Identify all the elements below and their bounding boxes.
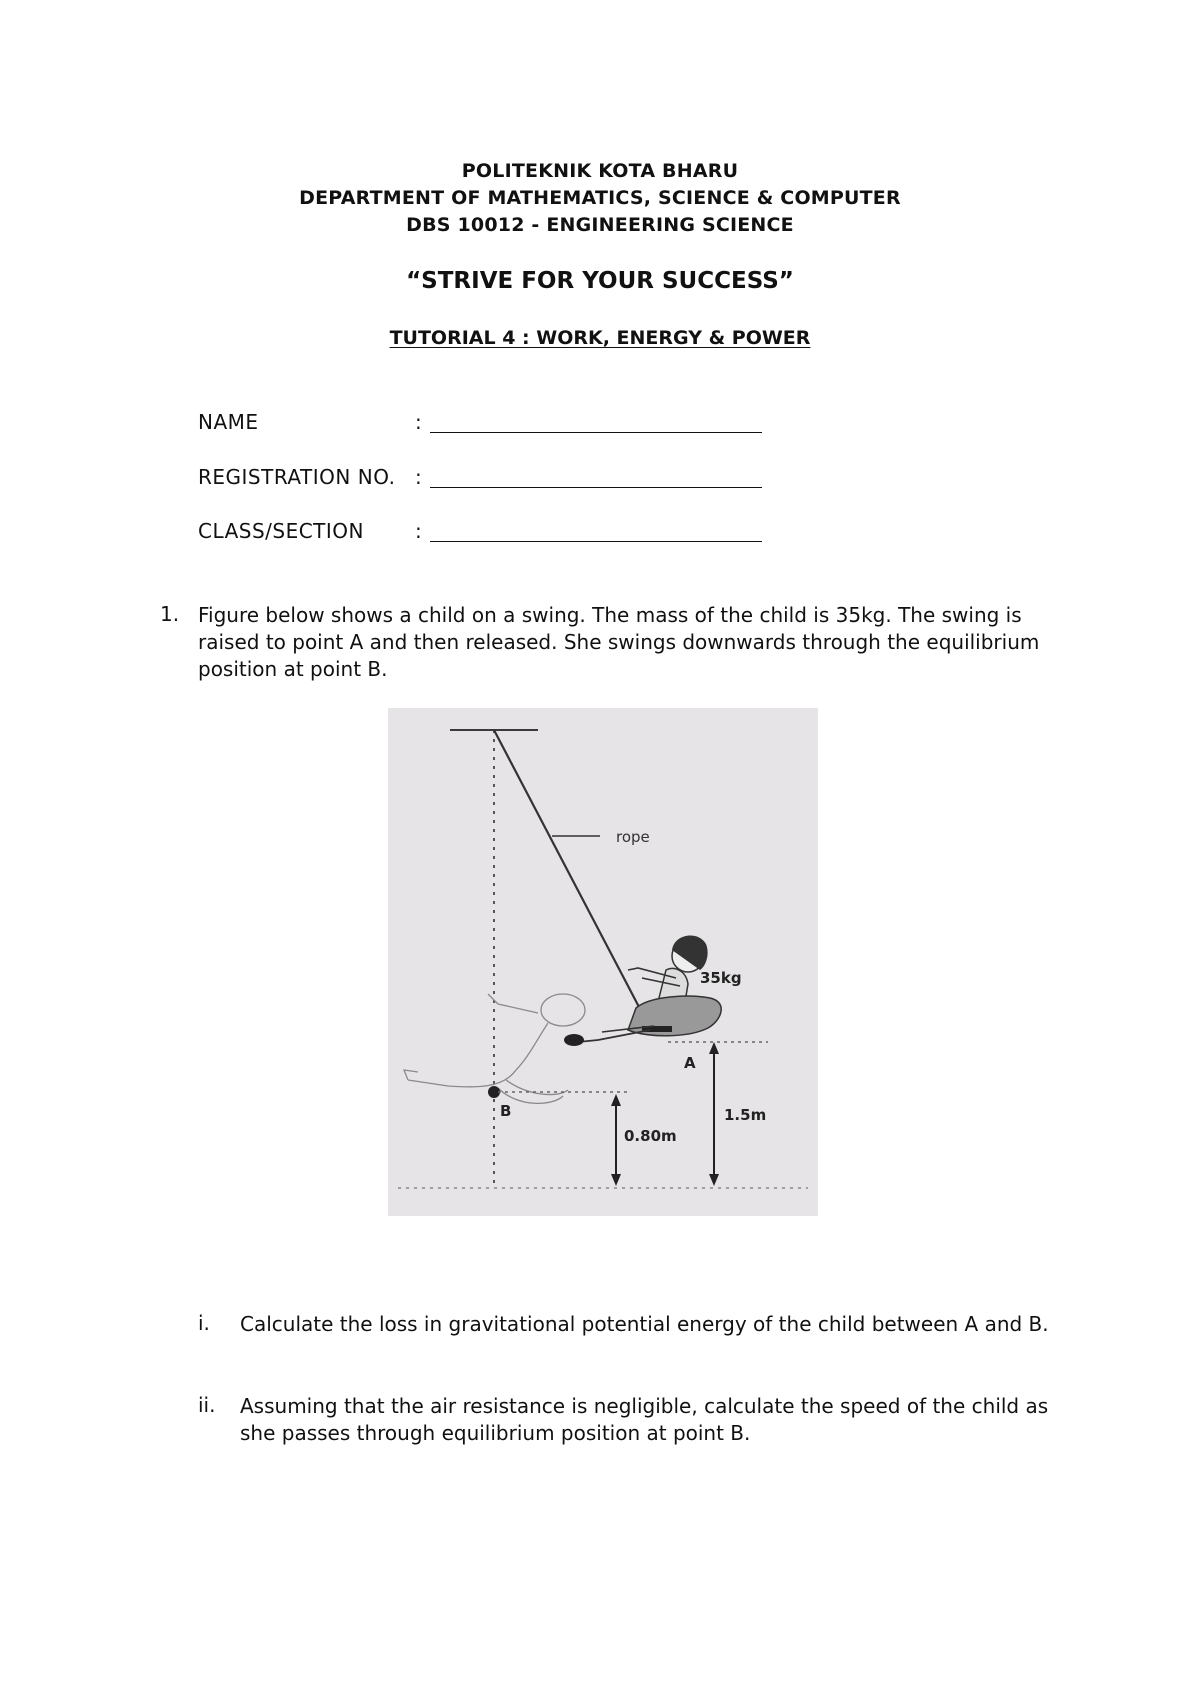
tutorial-title (0, 327, 1200, 349)
part-ii-number: ii. (198, 1393, 216, 1417)
rope (494, 730, 650, 1028)
part-i-text: Calculate the loss in gravitational potential energy of the child between A and B. (240, 1312, 1049, 1336)
class-field[interactable] (430, 541, 762, 542)
height-b-label: 0.80m (624, 1127, 677, 1145)
swing-figure (388, 708, 818, 1216)
mass-label: 35kg (700, 969, 742, 987)
question-number: 1. (160, 602, 180, 626)
question-text: Figure below shows a child on a swing. The mass of the child is 35kg. The swing is raised to point A and then released. She swings downwards through the equilibrium position at point B. (198, 603, 1040, 681)
registration-label: REGISTRATION NO. (198, 465, 396, 489)
motto: “STRIVE FOR YOUR SUCCESS” (406, 268, 794, 294)
registration-field[interactable] (430, 487, 762, 488)
child-at-a (564, 935, 721, 1046)
name-label: NAME (198, 410, 259, 434)
course-title: DBS 10012 - ENGINEERING SCIENCE (406, 214, 794, 236)
height-a-label: 1.5m (724, 1106, 767, 1124)
tutorial-title-text: TUTORIAL 4 : WORK, ENERGY & POWER (389, 327, 811, 349)
institution-name: POLITEKNIK KOTA BHARU (461, 160, 739, 182)
part-i-number: i. (198, 1311, 210, 1335)
part-ii-text: Assuming that the air resistance is negligible, calculate the speed of the child as she passes through equilibrium position at point B. (240, 1394, 1049, 1445)
point-b-label: B (500, 1102, 512, 1120)
class-label: CLASS/SECTION (198, 519, 364, 543)
name-colon: : (415, 410, 422, 434)
registration-colon: : (415, 465, 422, 489)
name-field[interactable] (430, 432, 762, 433)
rope-label: rope (616, 828, 650, 846)
department-name: DEPARTMENT OF MATHEMATICS, SCIENCE & COMPUTER (299, 187, 901, 209)
class-colon: : (415, 519, 422, 543)
point-a-label: A (684, 1054, 696, 1072)
